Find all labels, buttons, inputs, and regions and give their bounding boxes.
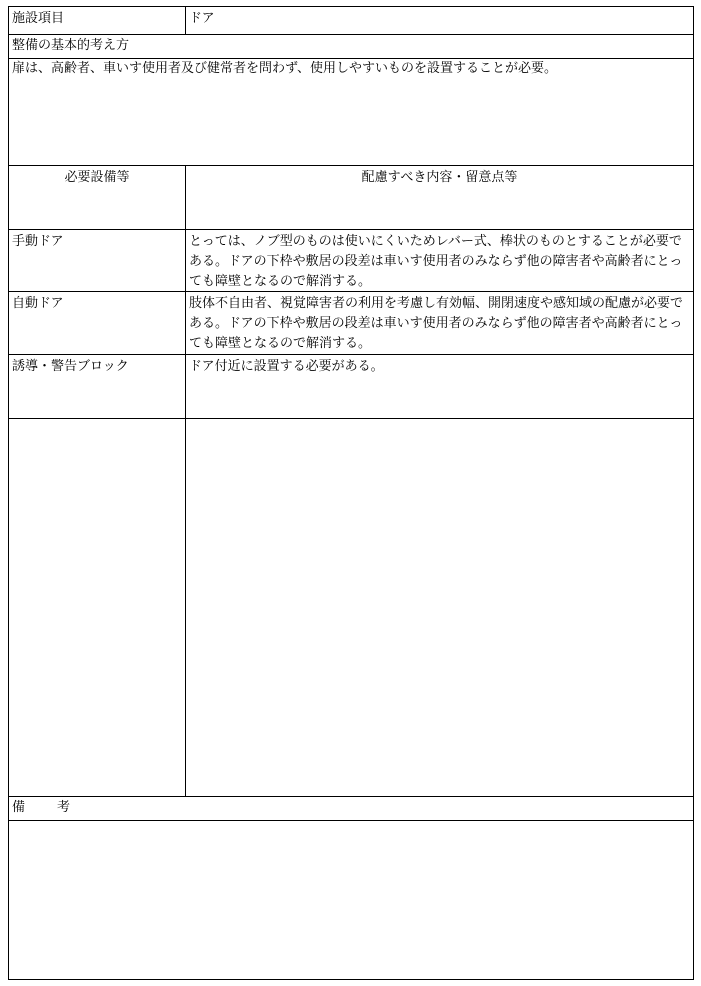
facility-value: ドア (189, 11, 215, 26)
basic-concept-text: 扉は、高齢者、車いす使用者及び健常者を問わず、使用しやすいものを設置することが必要。 (12, 61, 557, 76)
considerations-cell: 肢体不自由者、視覚障害者の利用を考慮し有効幅、開閉速度や感知域の配慮が必要である。ドアの下枠や敷居の段差は車いす使用者のみならず他の障害者や高齢者にとっても障壁となるので解消する。 (189, 296, 684, 351)
header-equipment: 必要設備等 (9, 166, 186, 229)
equipment-cell: 手動ドア (9, 230, 186, 291)
table-row (9, 230, 693, 292)
header-considerations: 配慮すべき内容・留意点等 (361, 170, 518, 185)
empty-equipment-cell (9, 419, 186, 796)
remarks-label-row (9, 797, 693, 821)
remarks-body-row (9, 821, 693, 979)
facility-label: 施設項目 (9, 7, 186, 34)
empty-table-row (9, 419, 693, 797)
table-row (9, 292, 693, 355)
remarks-label-b: 考 (57, 800, 71, 815)
equipment-cell: 誘導・警告ブロック (9, 355, 186, 418)
facility-row (9, 7, 693, 35)
facility-sheet (8, 6, 694, 980)
remarks-text (9, 821, 693, 979)
basic-concept-heading-row (9, 35, 693, 59)
table-row (9, 355, 693, 419)
considerations-cell: とっては、ノブ型のものは使いにくいためレバー式、棒状のものとすることが必要である。ドアの下枠や敷居の段差は車いす使用者のみならず他の障害者や高齢者にとっても障壁となるので解消する。 (189, 234, 683, 289)
table-header-row (9, 166, 693, 230)
empty-considerations-cell (186, 419, 693, 796)
remarks-label (9, 797, 693, 820)
basic-concept-text-row (9, 59, 693, 166)
remarks-label-a: 備 (12, 800, 26, 815)
basic-concept-heading: 整備の基本的考え方 (12, 38, 130, 53)
considerations-cell: ドア付近に設置する必要がある。 (189, 359, 384, 374)
equipment-cell: 自動ドア (9, 292, 186, 354)
